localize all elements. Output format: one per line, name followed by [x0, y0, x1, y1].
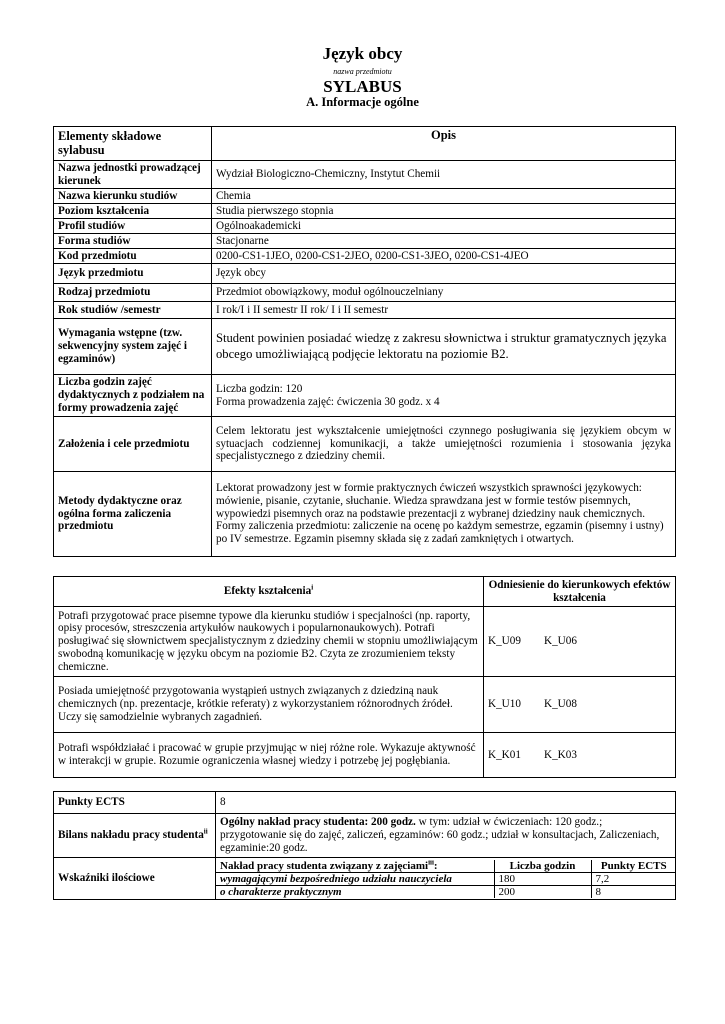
workload-label — [54, 814, 216, 858]
ects-points-value: 8 — [216, 792, 676, 814]
outcome-code: K_U06 — [544, 635, 577, 648]
row-value: Stacjonarne — [212, 234, 676, 249]
section-heading: A. Informacje ogólne — [306, 95, 419, 109]
row-label: Liczba godzin zajęć dydaktycznych z podziałem na formy prowadzenia zajęć — [54, 375, 212, 417]
outcome-text: Potrafi współdziałać i pracować w grupie przyjmując w niej różne role. Wykazuje aktywność w interakcji w grupie. Rozumie ograniczenia własnej wiedzy i potrzebę jej pogłębiania. — [54, 733, 484, 778]
outcome-text: Potrafi przygotować prace pisemne typowe dla kierunku studiów i specjalności (np. raporty, opisy procesów, streszczenia artykułów naukowych i popularnonaukowych). Potrafi posługiwać się słownictwem specjalistycznym z dziedziny chemii w stopniu umożliwiającym swobodną komunikację w języku obcym na poziomie B2. Czyta ze zrozumieniem teksty chemiczne. — [54, 607, 484, 677]
indicators-cell — [216, 858, 676, 900]
row-label: Rodzaj przedmiotu — [54, 284, 212, 302]
row-label: Kod przedmiotu — [54, 249, 212, 264]
indicator-points: 8 — [591, 885, 676, 898]
row-value: Chemia — [212, 189, 676, 204]
indicator-hours: 180 — [494, 872, 591, 885]
row-value: 0200-CS1-1JEO, 0200-CS1-2JEO, 0200-CS1-3JEO, 0200-CS1-4JEO — [212, 249, 676, 264]
indicator-label: wymagającymi bezpośredniego udziału nauczyciela — [216, 872, 494, 885]
ects-points-label: Punkty ECTS — [54, 792, 216, 814]
row-label: Poziom kształcenia — [54, 204, 212, 219]
row-value — [212, 375, 676, 417]
ects-table — [53, 791, 676, 900]
header-effects — [54, 577, 484, 607]
indicators-col-points: Punkty ECTS — [591, 860, 676, 873]
header-description: Opis — [212, 127, 676, 161]
document-heading: SYLABUS — [323, 77, 402, 96]
row-label: Wymagania wstępne (tzw. sekwencyjny system zajęć i egzaminów) — [54, 319, 212, 375]
workload-label-text: Bilans nakładu pracy studenta — [58, 829, 204, 842]
header-reference: Odniesienie do kierunkowych efektów kształcenia — [484, 577, 676, 607]
assessment-text: Formy zaliczenia przedmiotu: zaliczenie na ocenę po każdym semestrze, egzamin (pisemny i ustny) po IV semestrze. Egzamin pisemny składa się z zadań zamkniętych i otwartych. — [216, 520, 664, 546]
row-label: Forma studiów — [54, 234, 212, 249]
hours-form: Forma prowadzenia zajęć: ćwiczenia 30 godz. x 4 — [216, 395, 440, 408]
row-label: Rok studiów /semestr — [54, 302, 212, 319]
indicator-points: 7,2 — [591, 872, 676, 885]
row-label: Profil studiów — [54, 219, 212, 234]
row-value: Celem lektoratu jest wykształcenie umiejętności czynnego posługiwania się językiem obcym w sytuacjach codziennej komunikacji, a także umiejętności rozumienia i stosowania języka specjalistycznego z dziedziny chemii. — [212, 417, 676, 472]
indicators-col-hours: Liczba godzin — [494, 860, 591, 873]
outcome-code: K_K01 — [488, 748, 521, 761]
footnote-mark: i — [311, 583, 314, 592]
row-label: Nazwa kierunku studiów — [54, 189, 212, 204]
indicators-header-text: Nakład pracy studenta związany z zajęciami — [220, 859, 429, 872]
outcome-code: K_U10 — [488, 698, 521, 711]
indicator-hours: 200 — [494, 885, 591, 898]
row-value: Wydział Biologiczno-Chemiczny, Instytut Chemii — [212, 161, 676, 189]
row-label: Nazwa jednostki prowadzącej kierunek — [54, 161, 212, 189]
outcome-code: K_K03 — [544, 748, 577, 761]
indicator-label: o charakterze praktycznym — [220, 885, 342, 898]
header-elements: Elementy składowe sylabusu — [54, 127, 212, 161]
indicators-label: Wskaźniki ilościowe — [54, 858, 216, 900]
indicators-header: Nakład pracy studenta związany z zajęciami$^{iii}$: — [216, 860, 494, 873]
workload-total: Ogólny nakład pracy studenta: 200 godz. — [220, 816, 416, 829]
footnote-mark: iii — [428, 859, 434, 866]
general-info-table — [53, 126, 676, 557]
methods-text: Lektorat prowadzony jest w formie praktycznych ćwiczeń wszystkich sprawności językowych: mówienie, pisanie, czytanie, słuchanie. Wiedza sprawdzana jest w formie testów pisemnych, wypowiedzi pisemnych oraz na podstawie prezentacji z wybranej dziedziny nauk chemicznych. — [216, 482, 645, 520]
indicators-table — [216, 860, 676, 898]
row-label: Język przedmiotu — [54, 264, 212, 284]
course-title: Język obcy — [322, 44, 403, 63]
row-value: Studia pierwszego stopnia — [212, 204, 676, 219]
row-value: Ogólnoakademicki — [212, 219, 676, 234]
outcome-codes — [484, 677, 676, 733]
row-value: Student powinien posiadać wiedzę z zakresu słownictwa i struktur gramatycznych języka obcego umożliwiającą podjęcie lektoratu na poziomie B2. — [212, 319, 676, 375]
header-effects-label: Efekty kształcenia — [223, 585, 312, 598]
footnote-mark: ii — [203, 827, 208, 836]
outcome-code: K_U08 — [544, 698, 577, 711]
row-value: I rok/I i II semestr II rok/ I i II semestr — [212, 302, 676, 319]
outcome-text: Posiada umiejętność przygotowania wystąpień ustnych związanych z dziedziną nauk chemicznych (np. prezentacje, krótkie referaty) z wykorzystaniem różnorodnych źródeł. Uczy się samodzielnie wybranych zagadnień. — [54, 677, 484, 733]
row-label: Metody dydaktyczne oraz ogólna forma zaliczenia przedmiotu — [54, 472, 212, 557]
course-title-caption: nazwa przedmiotu — [333, 67, 392, 76]
row-value: Przedmiot obowiązkowy, moduł ogólnouczelniany — [212, 284, 676, 302]
workload-breakdown: w tym: udział w ćwiczeniach: 120 godz.; przygotowanie się do zajęć, zaliczeń, egzaminów: 60 godz.; udział w konsultacjach, Zaliczeniach, egzaminie:20 godz. — [220, 816, 660, 854]
row-value — [212, 472, 676, 557]
outcome-code: K_U09 — [488, 635, 521, 648]
row-value: Język obcy — [212, 264, 676, 284]
outcome-codes — [484, 607, 676, 677]
workload-value — [216, 814, 676, 858]
outcome-codes — [484, 733, 676, 778]
row-label: Założenia i cele przedmiotu — [54, 417, 212, 472]
outcomes-table — [53, 576, 676, 778]
hours-total: Liczba godzin: 120 — [216, 382, 303, 395]
